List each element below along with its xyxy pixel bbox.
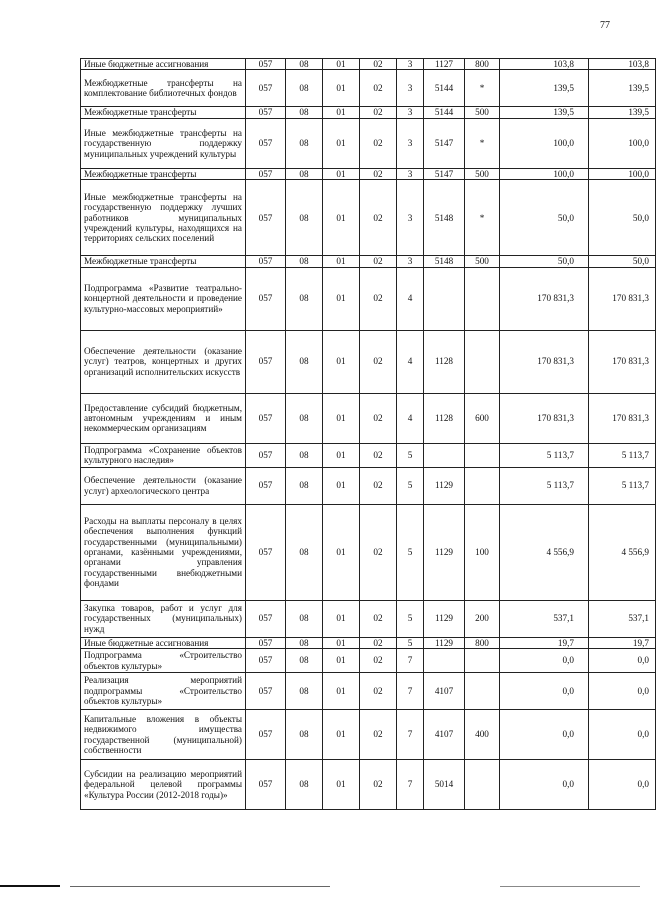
- row-subprogram-code: 5: [397, 443, 424, 467]
- row-direction-code: [424, 267, 465, 330]
- row-section-code: 08: [286, 504, 323, 600]
- row-subsection-code: 01: [323, 118, 360, 168]
- row-grbs-code: 057: [246, 118, 286, 168]
- row-section-code: 08: [286, 710, 323, 760]
- row-subsection-code: 01: [323, 600, 360, 637]
- table-row: [56, 393, 656, 443]
- table-row: [56, 649, 656, 673]
- row-sum-plan: 139,5: [500, 107, 589, 118]
- table-row: [56, 504, 656, 600]
- row-sum-plan: 170 831,3: [500, 393, 589, 443]
- row-program-code: 02: [360, 673, 397, 710]
- row-subprogram-code: 5: [397, 637, 424, 648]
- row-direction-code: 1127: [424, 59, 465, 70]
- row-section-code: 08: [286, 70, 323, 107]
- row-sum-plan: 170 831,3: [500, 267, 589, 330]
- table-row: [56, 180, 656, 256]
- row-name: Подпрограмма «Строительство объектов культуры»: [81, 649, 246, 673]
- row-program-code: 02: [360, 180, 397, 256]
- row-direction-code: 5144: [424, 107, 465, 118]
- row-grbs-code: 057: [246, 256, 286, 267]
- row-direction-code: 5144: [424, 70, 465, 107]
- table-row: [56, 70, 656, 107]
- row-grbs-code: 057: [246, 760, 286, 810]
- row-program-code: 02: [360, 600, 397, 637]
- row-margin-cell: [56, 393, 81, 443]
- row-name: Закупка товаров, работ и услуг для государственных (муниципальных) нужд: [81, 600, 246, 637]
- row-direction-code: 1129: [424, 467, 465, 504]
- row-subsection-code: 01: [323, 637, 360, 648]
- row-subsection-code: 01: [323, 443, 360, 467]
- row-grbs-code: 057: [246, 330, 286, 393]
- row-subsection-code: 01: [323, 267, 360, 330]
- row-expense-type-code: 500: [465, 107, 500, 118]
- budget-table-body: [56, 59, 656, 810]
- row-expense-type-code: 500: [465, 168, 500, 179]
- row-direction-code: 1129: [424, 504, 465, 600]
- row-direction-code: 4107: [424, 673, 465, 710]
- row-sum-total: 19,7: [589, 637, 656, 648]
- row-grbs-code: 057: [246, 267, 286, 330]
- row-sum-total: 5 113,7: [589, 467, 656, 504]
- row-margin-cell: [56, 256, 81, 267]
- row-subsection-code: 01: [323, 673, 360, 710]
- row-name: Подпрограмма «Развитие театрально-концертной деятельности и проведение культурно-массовых мероприятий»: [81, 267, 246, 330]
- row-subprogram-code: 5: [397, 600, 424, 637]
- row-direction-code: 5147: [424, 168, 465, 179]
- row-program-code: 02: [360, 118, 397, 168]
- row-expense-type-code: [465, 443, 500, 467]
- row-subsection-code: 01: [323, 760, 360, 810]
- row-subsection-code: 01: [323, 70, 360, 107]
- row-sum-plan: 0,0: [500, 673, 589, 710]
- row-program-code: 02: [360, 467, 397, 504]
- row-section-code: 08: [286, 118, 323, 168]
- row-sum-total: 0,0: [589, 673, 656, 710]
- table-row: [56, 118, 656, 168]
- table-row: [56, 107, 656, 118]
- row-subprogram-code: 7: [397, 673, 424, 710]
- row-sum-total: 170 831,3: [589, 393, 656, 443]
- row-margin-cell: [56, 443, 81, 467]
- row-subsection-code: 01: [323, 59, 360, 70]
- row-expense-type-code: 400: [465, 710, 500, 760]
- row-sum-plan: 537,1: [500, 600, 589, 637]
- row-sum-total: 100,0: [589, 118, 656, 168]
- row-sum-plan: 0,0: [500, 710, 589, 760]
- row-subsection-code: 01: [323, 168, 360, 179]
- row-program-code: 02: [360, 393, 397, 443]
- row-subsection-code: 01: [323, 180, 360, 256]
- row-direction-code: 5148: [424, 256, 465, 267]
- row-sum-total: 0,0: [589, 760, 656, 810]
- row-program-code: 02: [360, 637, 397, 648]
- row-sum-plan: 0,0: [500, 760, 589, 810]
- row-program-code: 02: [360, 59, 397, 70]
- row-sum-total: 103,8: [589, 59, 656, 70]
- row-section-code: 08: [286, 673, 323, 710]
- row-section-code: 08: [286, 760, 323, 810]
- row-sum-total: 139,5: [589, 70, 656, 107]
- row-subsection-code: 01: [323, 710, 360, 760]
- footer-rule: [0, 885, 60, 887]
- row-program-code: 02: [360, 107, 397, 118]
- table-row: [56, 467, 656, 504]
- row-subprogram-code: 5: [397, 467, 424, 504]
- row-section-code: 08: [286, 330, 323, 393]
- row-name: Межбюджетные трансферты: [81, 168, 246, 179]
- row-expense-type-code: 800: [465, 637, 500, 648]
- row-sum-plan: 19,7: [500, 637, 589, 648]
- row-margin-cell: [56, 180, 81, 256]
- row-sum-plan: 50,0: [500, 256, 589, 267]
- row-sum-total: 170 831,3: [589, 267, 656, 330]
- row-sum-plan: 0,0: [500, 649, 589, 673]
- row-sum-plan: 139,5: [500, 70, 589, 107]
- row-subprogram-code: 7: [397, 649, 424, 673]
- row-expense-type-code: 600: [465, 393, 500, 443]
- row-grbs-code: 057: [246, 180, 286, 256]
- row-expense-type-code: 500: [465, 256, 500, 267]
- row-subprogram-code: 3: [397, 256, 424, 267]
- row-margin-cell: [56, 710, 81, 760]
- table-row: [56, 600, 656, 637]
- row-expense-type-code: [465, 330, 500, 393]
- row-name: Иные межбюджетные трансферты на государственную поддержку лучших работников муниципальных учреждений культуры, находящихся на территориях сельских поселений: [81, 180, 246, 256]
- row-subprogram-code: 4: [397, 330, 424, 393]
- table-row: [56, 267, 656, 330]
- row-program-code: 02: [360, 760, 397, 810]
- row-name: Обеспечение деятельности (оказание услуг) археологического центра: [81, 467, 246, 504]
- row-section-code: 08: [286, 443, 323, 467]
- row-sum-total: 0,0: [589, 649, 656, 673]
- row-sum-plan: 4 556,9: [500, 504, 589, 600]
- row-name: Иные межбюджетные трансферты на государственную поддержку муниципальных учреждений культуры: [81, 118, 246, 168]
- row-expense-type-code: 100: [465, 504, 500, 600]
- row-margin-cell: [56, 760, 81, 810]
- row-subsection-code: 01: [323, 107, 360, 118]
- row-grbs-code: 057: [246, 59, 286, 70]
- row-grbs-code: 057: [246, 637, 286, 648]
- table-row: [56, 168, 656, 179]
- row-section-code: 08: [286, 180, 323, 256]
- row-grbs-code: 057: [246, 600, 286, 637]
- row-sum-total: 4 556,9: [589, 504, 656, 600]
- row-name: Иные бюджетные ассигнования: [81, 59, 246, 70]
- row-direction-code: 5148: [424, 180, 465, 256]
- row-subprogram-code: 7: [397, 760, 424, 810]
- row-name: Иные бюджетные ассигнования: [81, 637, 246, 648]
- row-margin-cell: [56, 330, 81, 393]
- row-sum-plan: 100,0: [500, 118, 589, 168]
- row-grbs-code: 057: [246, 443, 286, 467]
- row-name: Реализация мероприятий подпрограммы «Строительство объектов культуры»: [81, 673, 246, 710]
- row-sum-total: 139,5: [589, 107, 656, 118]
- row-grbs-code: 057: [246, 649, 286, 673]
- row-subsection-code: 01: [323, 649, 360, 673]
- row-section-code: 08: [286, 467, 323, 504]
- table-row: [56, 673, 656, 710]
- row-subprogram-code: 3: [397, 118, 424, 168]
- row-subsection-code: 01: [323, 467, 360, 504]
- table-row: [56, 710, 656, 760]
- row-expense-type-code: 800: [465, 59, 500, 70]
- row-program-code: 02: [360, 504, 397, 600]
- row-expense-type-code: [465, 760, 500, 810]
- row-name: Предоставление субсидий бюджетным, автономным учреждениям и иным некоммерческим организациям: [81, 393, 246, 443]
- row-program-code: 02: [360, 710, 397, 760]
- row-margin-cell: [56, 59, 81, 70]
- row-direction-code: 4107: [424, 710, 465, 760]
- row-grbs-code: 057: [246, 710, 286, 760]
- row-sum-total: 5 113,7: [589, 443, 656, 467]
- row-section-code: 08: [286, 107, 323, 118]
- row-subprogram-code: 4: [397, 267, 424, 330]
- row-margin-cell: [56, 118, 81, 168]
- row-expense-type-code: [465, 467, 500, 504]
- row-grbs-code: 057: [246, 467, 286, 504]
- row-margin-cell: [56, 600, 81, 637]
- table-row: [56, 443, 656, 467]
- row-expense-type-code: *: [465, 118, 500, 168]
- row-subprogram-code: 4: [397, 393, 424, 443]
- row-section-code: 08: [286, 649, 323, 673]
- row-direction-code: 1129: [424, 600, 465, 637]
- row-margin-cell: [56, 168, 81, 179]
- row-expense-type-code: [465, 673, 500, 710]
- row-section-code: 08: [286, 59, 323, 70]
- row-direction-code: [424, 443, 465, 467]
- row-grbs-code: 057: [246, 504, 286, 600]
- row-expense-type-code: [465, 267, 500, 330]
- row-program-code: 02: [360, 330, 397, 393]
- row-sum-total: 100,0: [589, 168, 656, 179]
- row-program-code: 02: [360, 256, 397, 267]
- table-row: [56, 760, 656, 810]
- table-row: [56, 59, 656, 70]
- row-direction-code: 5014: [424, 760, 465, 810]
- footer-rule: [500, 886, 640, 887]
- row-subsection-code: 01: [323, 330, 360, 393]
- row-section-code: 08: [286, 256, 323, 267]
- row-margin-cell: [56, 637, 81, 648]
- row-direction-code: 1129: [424, 637, 465, 648]
- row-section-code: 08: [286, 600, 323, 637]
- row-program-code: 02: [360, 168, 397, 179]
- page-number: 77: [600, 20, 610, 31]
- budget-table: [56, 58, 656, 810]
- row-margin-cell: [56, 649, 81, 673]
- row-program-code: 02: [360, 267, 397, 330]
- row-name: Расходы на выплаты персоналу в целях обеспечения выполнения функций государственными (муниципальными) органами, казёнными учреждениями, органами управления государственными внебюджетными фондами: [81, 504, 246, 600]
- row-grbs-code: 057: [246, 673, 286, 710]
- row-margin-cell: [56, 267, 81, 330]
- row-sum-total: 0,0: [589, 710, 656, 760]
- row-sum-plan: 50,0: [500, 180, 589, 256]
- row-section-code: 08: [286, 393, 323, 443]
- row-name: Капитальные вложения в объекты недвижимого имущества государственной (муниципальной) собственности: [81, 710, 246, 760]
- row-direction-code: 1128: [424, 330, 465, 393]
- row-expense-type-code: *: [465, 70, 500, 107]
- row-margin-cell: [56, 107, 81, 118]
- row-expense-type-code: *: [465, 180, 500, 256]
- row-name: Межбюджетные трансферты: [81, 107, 246, 118]
- row-section-code: 08: [286, 267, 323, 330]
- row-section-code: 08: [286, 168, 323, 179]
- table-row: [56, 637, 656, 648]
- row-direction-code: 5147: [424, 118, 465, 168]
- row-subsection-code: 01: [323, 504, 360, 600]
- row-subprogram-code: 3: [397, 70, 424, 107]
- row-margin-cell: [56, 70, 81, 107]
- row-subprogram-code: 3: [397, 168, 424, 179]
- row-program-code: 02: [360, 443, 397, 467]
- row-name: Субсидии на реализацию мероприятий федеральной целевой программы «Культура России (2012-2018 годы)»: [81, 760, 246, 810]
- row-name: Межбюджетные трансферты на комплектование библиотечных фондов: [81, 70, 246, 107]
- row-subprogram-code: 7: [397, 710, 424, 760]
- row-name: Подпрограмма «Сохранение объектов культурного наследия»: [81, 443, 246, 467]
- row-sum-plan: 103,8: [500, 59, 589, 70]
- row-direction-code: 1128: [424, 393, 465, 443]
- row-sum-total: 50,0: [589, 256, 656, 267]
- row-name: Межбюджетные трансферты: [81, 256, 246, 267]
- table-row: [56, 330, 656, 393]
- row-sum-plan: 5 113,7: [500, 467, 589, 504]
- row-program-code: 02: [360, 70, 397, 107]
- row-sum-plan: 5 113,7: [500, 443, 589, 467]
- row-sum-total: 170 831,3: [589, 330, 656, 393]
- row-subprogram-code: 3: [397, 180, 424, 256]
- row-subprogram-code: 3: [397, 59, 424, 70]
- row-margin-cell: [56, 467, 81, 504]
- row-sum-plan: 100,0: [500, 168, 589, 179]
- row-sum-total: 537,1: [589, 600, 656, 637]
- row-direction-code: [424, 649, 465, 673]
- row-grbs-code: 057: [246, 70, 286, 107]
- row-subprogram-code: 5: [397, 504, 424, 600]
- row-grbs-code: 057: [246, 168, 286, 179]
- row-name: Обеспечение деятельности (оказание услуг) театров, концертных и других организаций исполнительских искусств: [81, 330, 246, 393]
- footer-rule: [70, 886, 330, 887]
- row-program-code: 02: [360, 649, 397, 673]
- row-subsection-code: 01: [323, 256, 360, 267]
- row-subprogram-code: 3: [397, 107, 424, 118]
- table-row: [56, 256, 656, 267]
- row-expense-type-code: [465, 649, 500, 673]
- row-margin-cell: [56, 504, 81, 600]
- row-subsection-code: 01: [323, 393, 360, 443]
- row-margin-cell: [56, 673, 81, 710]
- row-section-code: 08: [286, 637, 323, 648]
- row-sum-plan: 170 831,3: [500, 330, 589, 393]
- row-grbs-code: 057: [246, 107, 286, 118]
- row-grbs-code: 057: [246, 393, 286, 443]
- row-expense-type-code: 200: [465, 600, 500, 637]
- row-sum-total: 50,0: [589, 180, 656, 256]
